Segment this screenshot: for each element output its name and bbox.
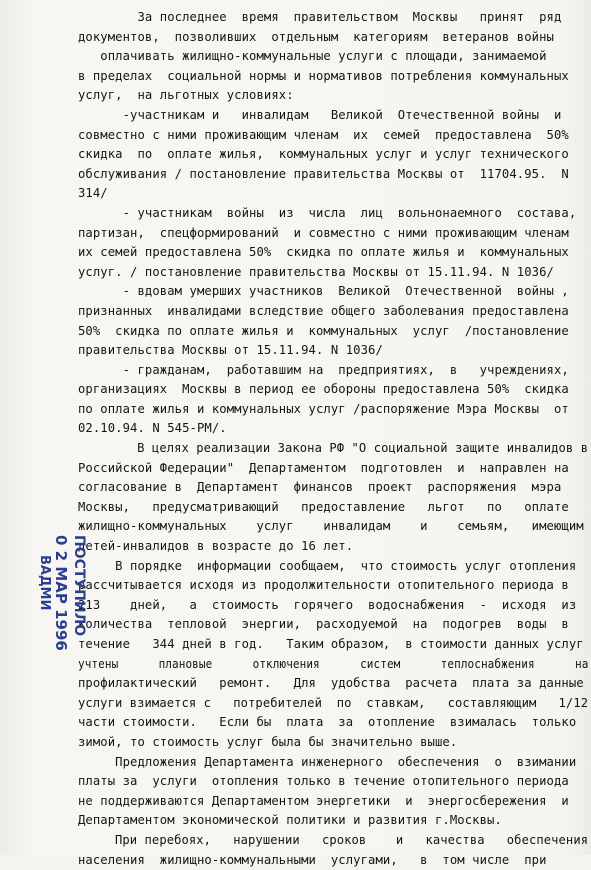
text-line: Российской Федерации" Департаментом подготовлен и направлен на (78, 460, 569, 475)
document-body (78, 8, 588, 870)
text-line: оплачивать жилищно-коммунальные услуги с площади, занимаемой (78, 49, 547, 64)
text-line: -участникам и инвалидам Великой Отечественной войны и (78, 107, 562, 122)
text-line: 50% скидка по оплате жилья и коммунальных услуг /постановление (78, 323, 569, 338)
text-line: обслуживания / постановление правительства Москвы от 11704.95. N (78, 166, 569, 181)
text-line: признанных инвалидами вследствие общего заболевания предоставлена (78, 303, 569, 318)
stamp-date: 0 2 МАР 1996 (52, 535, 70, 651)
text-line: не поддерживаются Департаментом энергетики и энергосбережения и (78, 793, 569, 808)
text-line: За последнее время правительством Москвы принят ряд (78, 10, 562, 24)
text-line: совместно с ними проживающим членам их семей предоставлена 50% (78, 127, 569, 142)
received-stamp (22, 535, 87, 651)
text-line: в пределах социальной нормы и нормативов потребления коммунальных (78, 68, 569, 83)
text-line: платы за услуги отопления только в течение отопительного периода (78, 774, 569, 789)
text-line: правительства Москвы от 15.11.94. N 1036/ (78, 343, 383, 358)
text-line: согласование в Департамент финансов проект распоряжения мэра (78, 480, 562, 495)
text-line: рассчитывается исходя из продолжительности отопительного периода в (78, 578, 569, 593)
text-line: организациях Москвы в период ее обороны предоставлена 50% скидка (78, 382, 569, 397)
text-line: скидка по оплате жилья, коммунальных услуг и услуг технического (78, 147, 569, 162)
text-line: 213 дней, а стоимость горячего водоснабжения - исходя из (78, 597, 577, 612)
text-line: документов, позволивших отдельным категориям ветеранов войны (78, 29, 554, 44)
text-line: услуг, на льготных условиях: (78, 88, 294, 103)
text-line: их семей предоставлена 50% скидка по оплате жилья и коммунальных (78, 245, 569, 260)
text-line: - участникам войны из числа лиц вольнонаемного состава, (78, 205, 577, 220)
text-line: жилищно-коммунальных услуг инвалидам и семьям, имеющим (78, 519, 584, 534)
text-line: 02.10.94. N 545-РМ/. (78, 421, 227, 436)
text-line: учтены плановые отключения систем теплоснабжения на (78, 656, 589, 671)
stamp-received-label: ПОСТУПИЛО (71, 535, 87, 637)
text-line: При перебоях, нарушении сроков и качества обеспечения (78, 832, 589, 847)
text-line: - гражданам, работавшим на предприятиях, в учреждениях, (78, 362, 569, 377)
text-line: В порядке информации сообщаем, что стоимость услуг отопления (78, 558, 577, 573)
text-line: - вдовам умерших участников Великой Отечественной войны , (78, 284, 569, 299)
text-line: по оплате жилья и коммунальных услуг /распоряжение Мэра Москвы от (78, 401, 569, 416)
text-line: количества тепловой энергии, расходуемой на подогрев воды в (78, 617, 569, 632)
text-line: В целях реализации Закона РФ "О социальной защите инвалидов в (78, 441, 589, 456)
text-line: детей-инвалидов в возрасте до 16 лет. (78, 539, 354, 554)
text-line: услуг. / постановление правительства Москвы от 15.11.94. N 1036/ (78, 264, 554, 279)
text-line: части стоимости. Если бы плата за отопление взималась только (78, 715, 577, 730)
text-line: 314/ (78, 186, 108, 201)
text-line: Департаментом экономической политики и развития г.Москвы. (78, 813, 502, 828)
text-line: зимой, то стоимость услуг была бы значительно выше. (78, 734, 458, 749)
text-line: партизан, спецформирований и совместно с ними проживающим членам (78, 225, 569, 240)
text-line: Предложения Департамента инженерного обеспечения о взимании (78, 754, 577, 769)
text-line: населения жилищно-коммунальными услугами, в том числе при (78, 852, 547, 867)
text-line: Москвы, предусматривающий предоставление льгот по оплате (78, 499, 569, 514)
text-line: течение 344 дней в год. Таким образом, в стоимости данных услуг (78, 637, 584, 651)
stamp-department: ВАДМИ (37, 555, 52, 611)
text-line: профилактический ремонт. Для удобства расчета плата за данные (78, 676, 584, 691)
text-line: услуги взимается с потребителей по ставкам, составляющим 1/12 (78, 695, 589, 710)
